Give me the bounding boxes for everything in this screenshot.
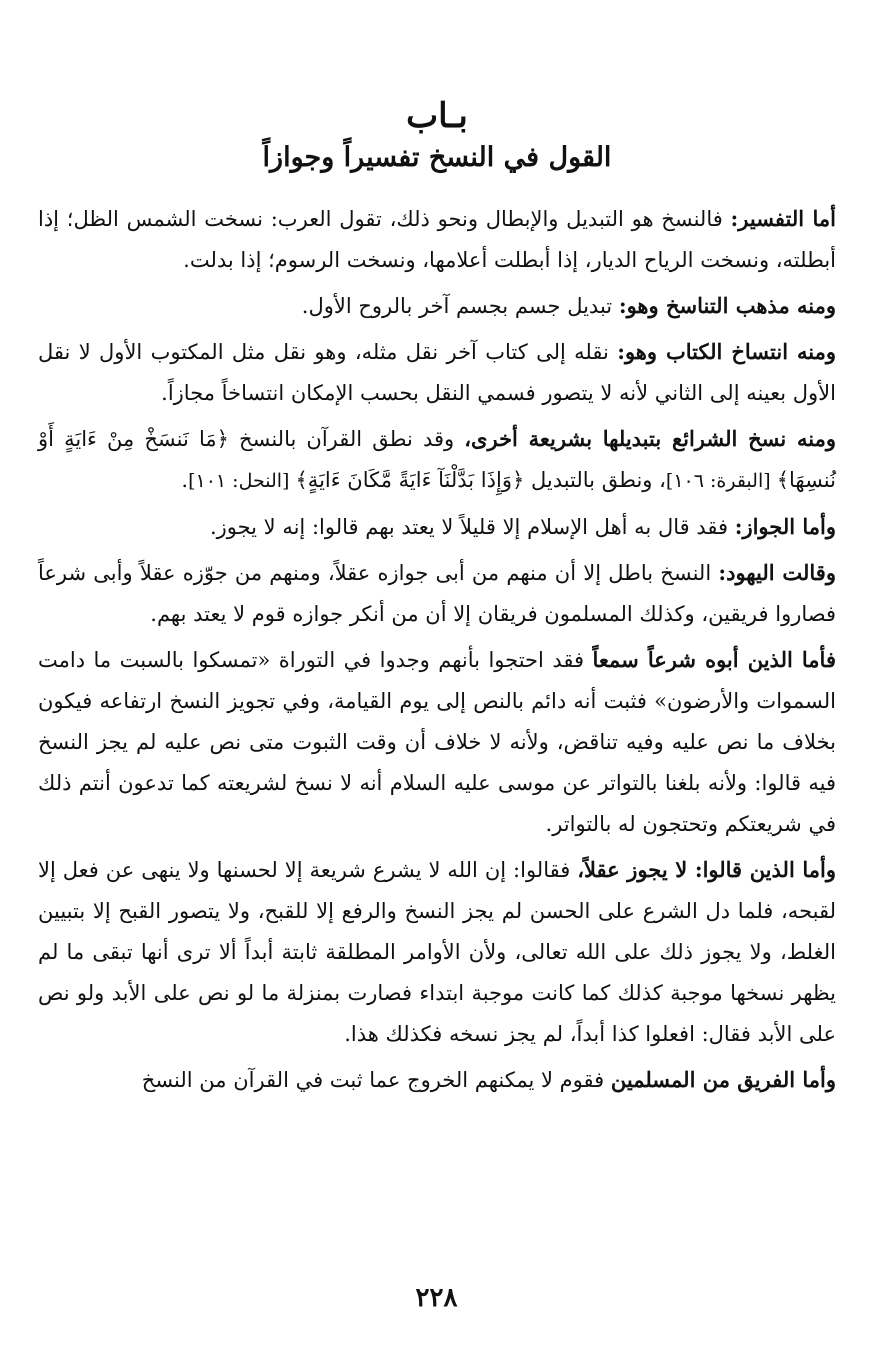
section-title: القول في النسخ تفسيراً وجوازاً <box>262 142 612 173</box>
paragraph-tanasukh <box>38 285 836 327</box>
page-number: ٢٢٨ <box>415 1283 458 1313</box>
paragraph-lead: ومنه انتساخ الكتاب وهو: <box>617 339 836 364</box>
paragraph-lead: وأما الفريق من المسلمين <box>610 1067 836 1092</box>
paragraph-text: فقد قال به أهل الإسلام إلا قليلاً لا يعتد بهم قالوا: إنه لا يجوز. <box>209 515 735 539</box>
paragraph-text: وقد نطق القرآن بالنسخ <box>228 427 465 451</box>
paragraph-text: نقله إلى كتاب آخر نقل مثله، وهو نقل مثل المكتوب الأول لا نقل الأول بعينه إلى الثاني لأنه لا يتصور فسمي النقل بحسب الإمكان انتساخاً مجازاً. <box>38 340 836 405</box>
paragraph-naskh-sharai <box>38 418 836 502</box>
paragraph-lead: فأما الذين أبوه شرعاً سمعاً <box>592 647 836 672</box>
paragraph-tafsir <box>38 198 836 281</box>
paragraph-lead: وأما الجواز: <box>734 514 836 539</box>
paragraph-text: فالنسخ هو التبديل والإبطال ونحو ذلك، تقول العرب: نسخت الشمس الظل؛ إذا أبطلته، ونسخت الرياح الديار، إذا أبطلت أعلامها، ونسخت الرسوم؛ إذا بدلت. <box>38 207 836 272</box>
paragraph-yahud <box>38 552 836 635</box>
paragraph-text: . <box>181 468 189 492</box>
verse-reference: [النحل: ١٠١] <box>188 470 296 492</box>
paragraph-jawaz <box>38 506 836 548</box>
verse-reference: [البقرة: ١٠٦] <box>665 470 777 492</box>
paragraph-text: فقالوا: إن الله لا يشرع شريعة إلا لحسنها ولا ينهى عن فعل إلا لقبحه، فلما دل الشرع على الحسن لم يجز النسخ والرفع إلا للقبح، ولا يتصور القبح إلا بتبيين الغلط، ولا يجوز ذلك على الله تعالى، ولأن الأوامر المطلقة ثابتة أبداً ألا ترى أنها تبقى ما لم يظهر نسخها موجبة كذلك كما كانت موجبة ابتداء فصارت بمنزلة ما لو نص على الأبد ولو نص على الأبد فقال: افعلوا كذا أبداً، لم يجز نسخه فكذلك هذا. <box>38 858 836 1046</box>
paragraph-fariq-muslimin <box>38 1059 836 1101</box>
paragraph-abawhu-sharan <box>38 639 836 845</box>
paragraph-lead: وقالت اليهود: <box>718 560 836 585</box>
book-page <box>38 96 836 1105</box>
quran-verse: ﴿وَإِذَا بَدَّلْنَآ ءَايَةً مَّكَانَ ءَايَةٍ﴾ <box>295 468 525 492</box>
paragraph-text: تبديل جسم بجسم آخر بالروح الأول. <box>301 294 619 318</box>
quran-verse: ﴿مَا نَنسَخْ مِنْ ءَايَةٍ أَوْ نُنسِهَا﴾ <box>38 427 836 492</box>
paragraph-lead: أما التفسير: <box>730 206 836 231</box>
paragraph-text: فقوم لا يمكنهم الخروج عما ثبت في القرآن من النسخ <box>141 1068 611 1092</box>
paragraph-intisakh <box>38 331 836 414</box>
paragraph-emphasis: لا يجوز عقلاً، <box>577 857 695 882</box>
paragraph-lead: وأما الذين قالوا: <box>694 857 836 882</box>
paragraph-lead: ومنه مذهب التناسخ وهو: <box>618 293 836 318</box>
paragraph-la-yajuz-aqlan <box>38 849 836 1055</box>
paragraph-text: ، ونطق بالتبديل <box>524 468 666 492</box>
paragraph-text: فقد احتجوا بأنهم وجدوا في التوراة «تمسكوا بالسبت ما دامت السموات والأرضون» فثبت أنه دائم بالنص إلى يوم القيامة، وفي تجويز النسخ ارتفاعه فيكون بخلاف ما نص عليه وفيه تناقض، ولأنه لا خلاف أن وقت الثبوت متى نص عليه لم يجز النسخ فيه قالوا: ولأنه بلغنا بالتواتر عن موسى عليه السلام أنه لا نسخ لشريعته كما تدعون أنتم ذلك في شريعتكم وتحتجون له بالتواتر. <box>38 648 836 836</box>
paragraph-text: النسخ باطل إلا أن منهم من أبى جوازه عقلاً، ومنهم من جوّزه عقلاً وأبى شرعاً فصاروا فريقين، وكذلك المسلمون فريقان إلا أن من أنكر جوازه قوم لا يعتد بهم. <box>38 561 836 626</box>
paragraph-lead: ومنه نسخ الشرائع بتبديلها بشريعة أخرى، <box>464 426 836 451</box>
chapter-heading: بـاب <box>406 96 468 136</box>
